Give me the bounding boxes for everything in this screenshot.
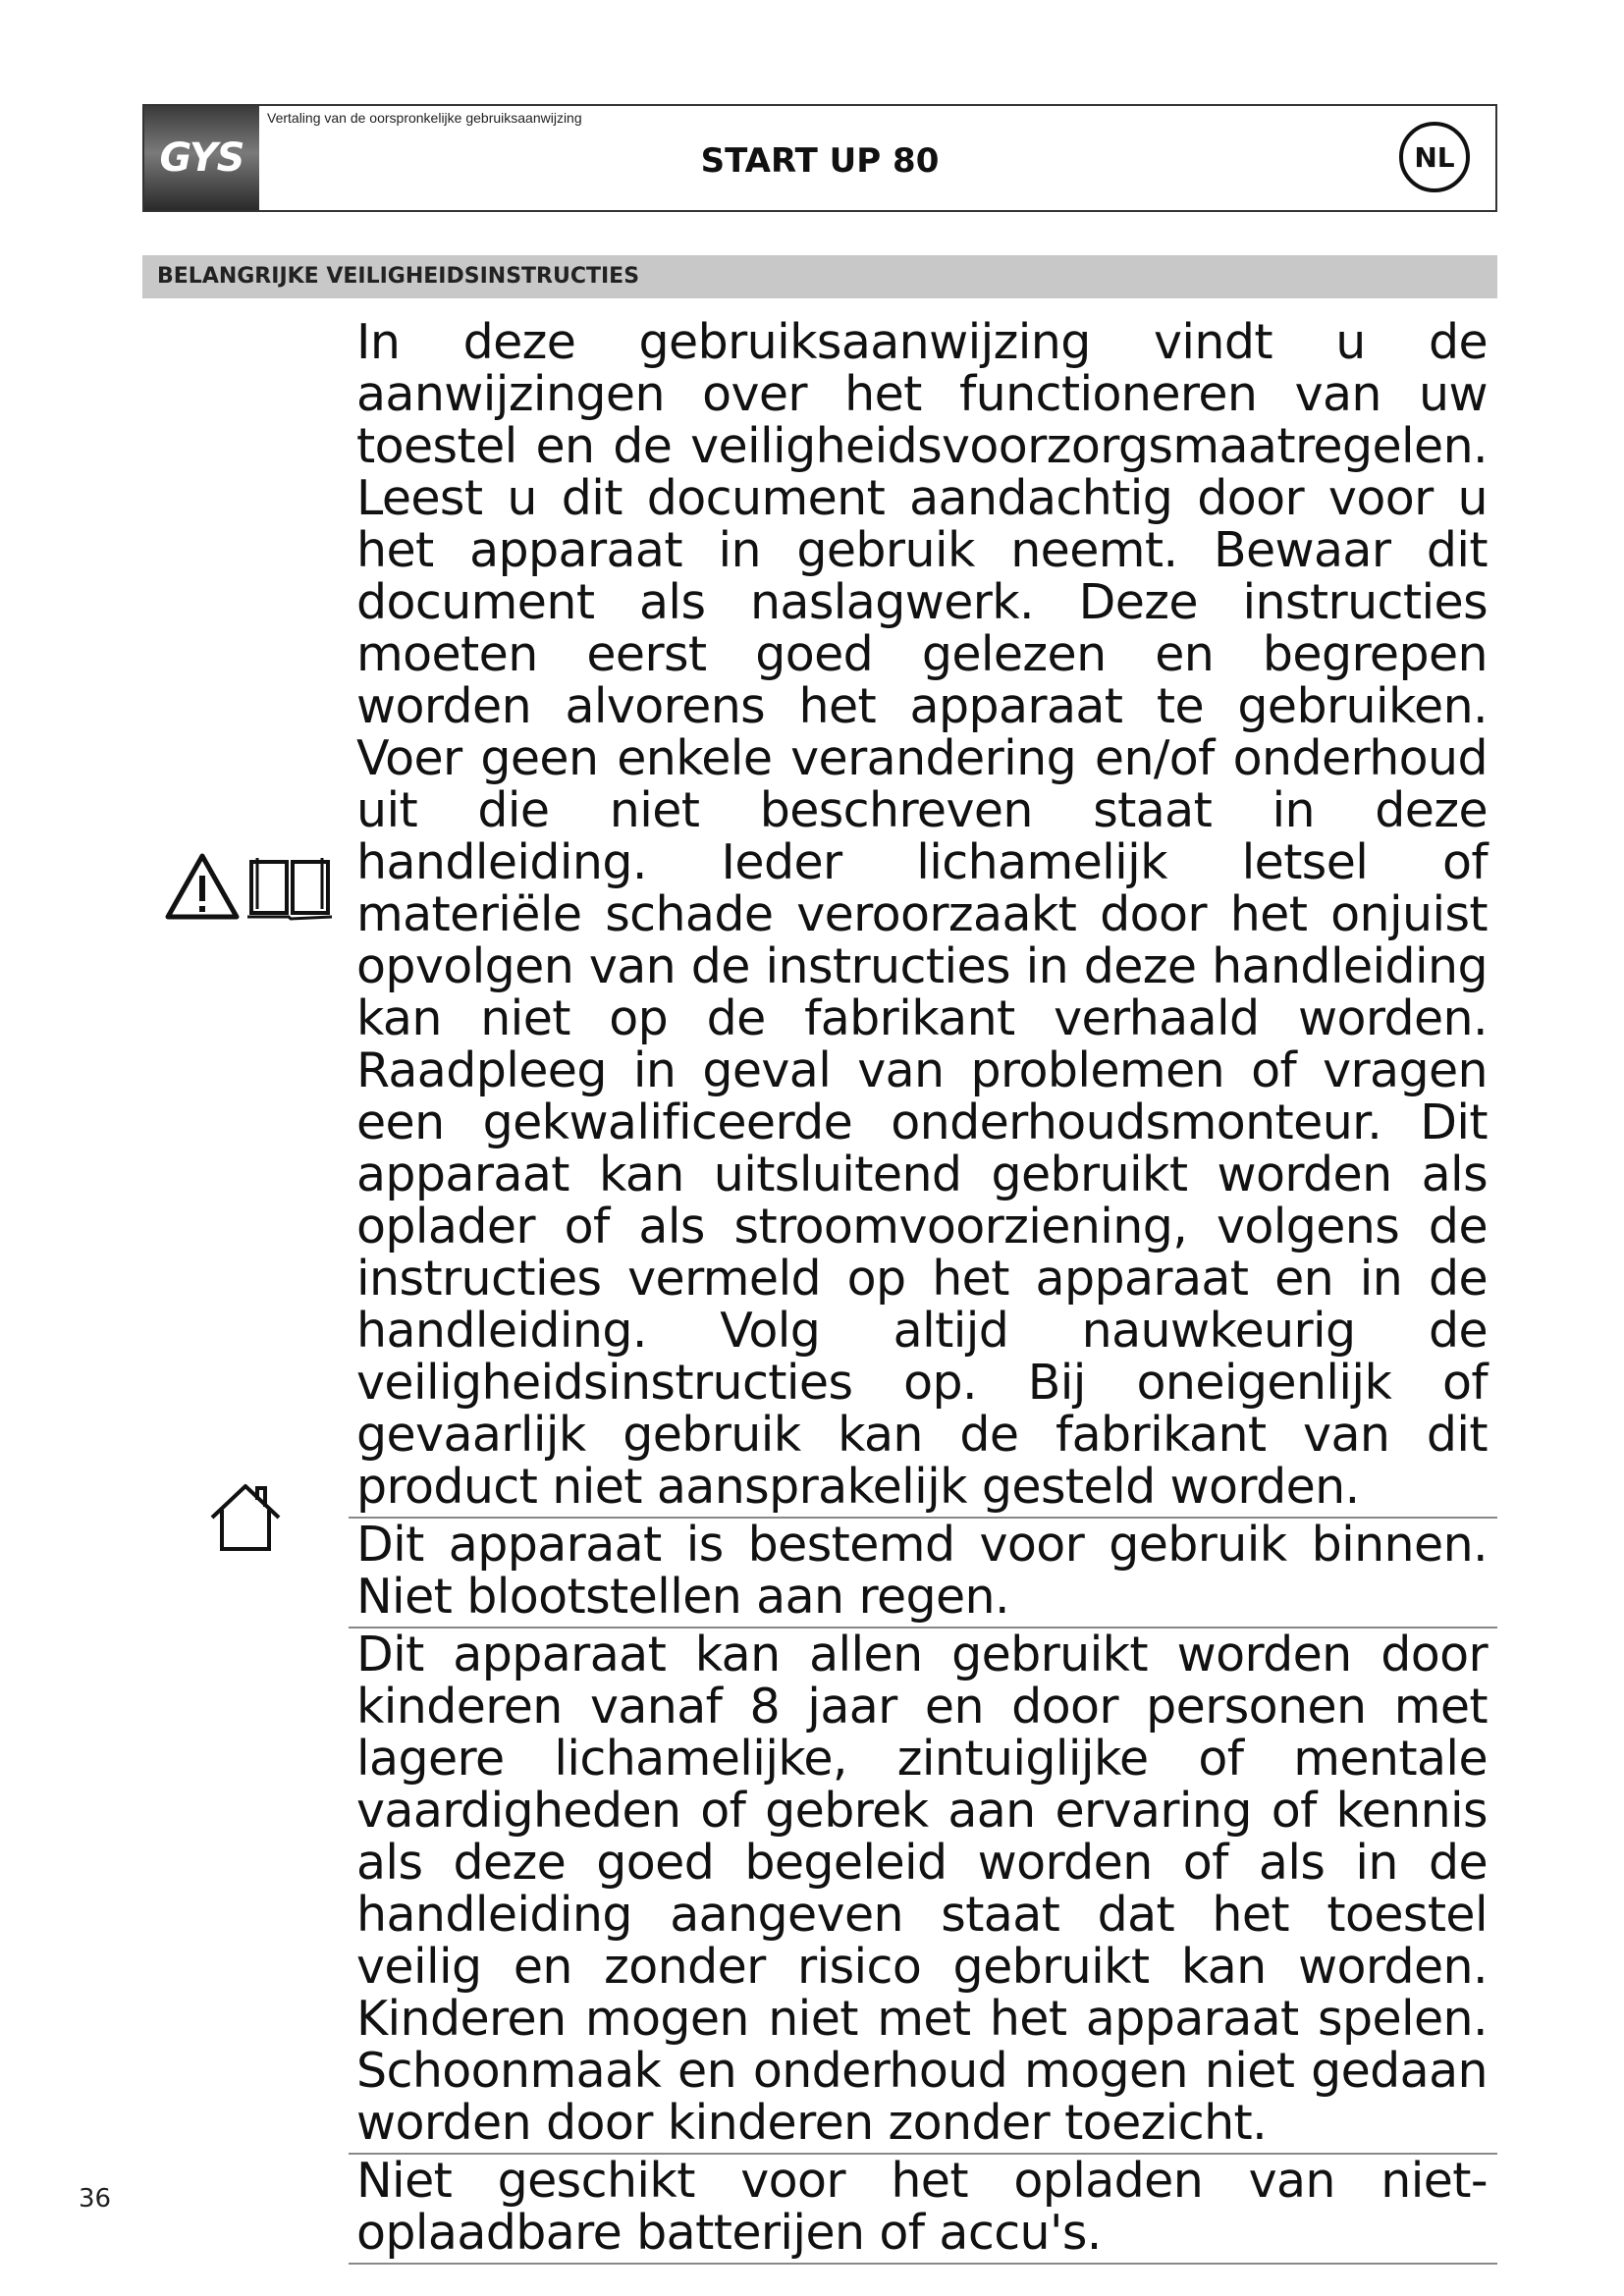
document-header [142,104,1497,212]
indoor-icon-wrapper [206,1480,285,1555]
indoor-use-paragraph: Dit apparaat is bestemd voor gebruik binnen. Niet blootstellen aan regen. [349,1519,1497,1629]
intro-paragraph: In deze gebruiksaanwijzing vindt u de aanwijzingen over het functioneren van uw toestel en de veiligheidsvoorzorgsmaatregelen. Leest u dit document aandachtig door voor u het apparaat in gebruik neemt. Bewaar dit document als naslagwerk. Deze instructies moeten eerst goed gelezen en begrepen worden alvorens het apparaat te gebruiken. Voer geen enkele verandering en/of onderhoud uit die niet beschreven staat in deze handleiding. Ieder lichamelijk letsel of materiële schade veroorzaakt door het onjuist opvolgen van de instructies in deze handleiding kan niet op de fabrikant verhaald worden. Raadpleeg in geval van problemen of vragen een gekwalificeerde onderhoudsmonteur. Dit apparaat kan uitsluitend gebruikt worden als oplader of als stroomvoorziening, volgens de instructies vermeld op het apparaat en in de handleiding. Volg altijd nauwkeurig de veiligheidsinstructies op. Bij oneigenlijk of gevaarlijk gebruik kan de fabrikant van dit product niet aansprakelijk gesteld worden. [349,316,1497,1519]
warning-triangle-icon [165,852,240,921]
instructions-content [349,316,1497,2265]
children-paragraph: Dit apparaat kan allen gebruikt worden door kinderen vanaf 8 jaar en door personen met lagere lichamelijke, zintuiglijke of mentale vaardigheden of gebrek aan ervaring of kennis als deze goed begeleid worden of als in de handleiding aangeven staat dat het toestel veilig en zonder risico gebruikt kan worden. Kinderen mogen niet met het apparaat spelen. Schoonmaak en onderhoud mogen niet gedaan worden door kinderen zonder toezicht. [349,1629,1497,2155]
document-title: START UP 80 [700,141,940,181]
warning-manual-icons [165,852,334,921]
language-badge: NL [1399,122,1470,192]
page-number: 36 [79,2184,112,2214]
translation-subtitle: Vertaling van de oorspronkelijke gebruiksaanwijzing [267,110,582,126]
house-icon [206,1480,285,1555]
section-title: BELANGRIJKE VEILIGHEIDSINSTRUCTIES [142,255,1497,298]
open-book-icon [245,852,334,921]
non-rechargeable-paragraph: Niet geschikt voor het opladen van niet-oplaadbare batterijen of accu's. [349,2155,1497,2265]
gys-logo: GYS [144,106,259,210]
